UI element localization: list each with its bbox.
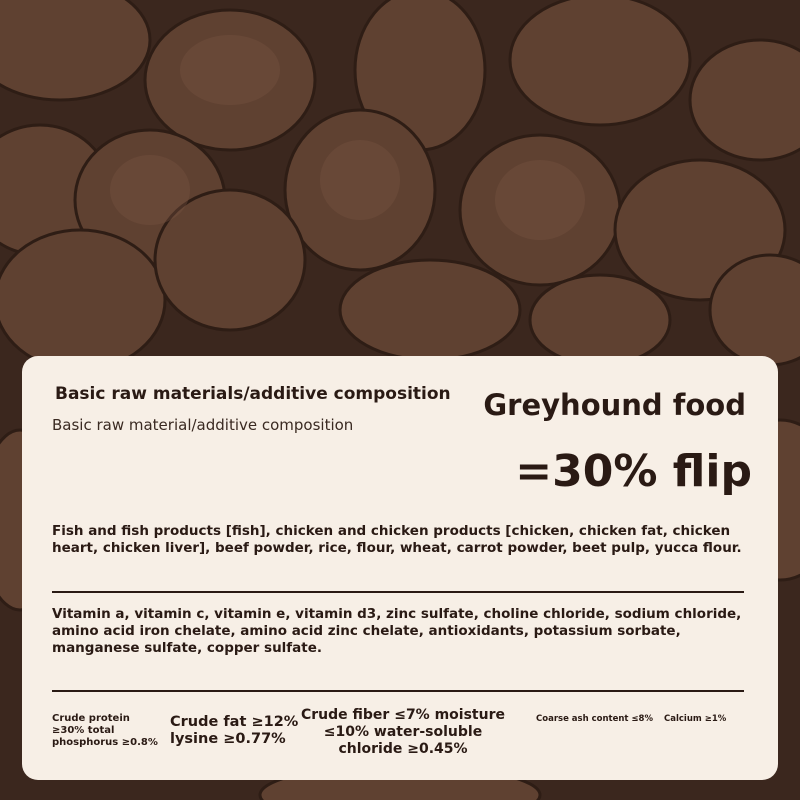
divider [52,690,744,692]
ingredients-text: Fish and fish products [fish], chicken and chicken products [chicken, chicken fat, chicken heart, chicken liver], beef powder, rice, flour, wheat, carrot powder, beet pulp, yucca flour. [52,523,742,556]
composition-subheading: Basic raw material/additive composition [52,416,354,434]
divider [52,591,744,593]
ingredient-card [22,356,778,780]
nutrition-fat-lysine: Crude fat ≥12% lysine ≥0.77% [170,714,299,748]
nutrition-fiber-moisture-chloride: Crude fiber ≤7% moisture ≤10% water-soluble chloride ≥0.45% [301,707,505,757]
nutrition-calcium: Calcium ≥1% [664,714,727,724]
nutrition-ash: Coarse ash content ≤8% [536,714,653,724]
product-name: Greyhound food [483,388,746,422]
nutrition-protein-phosphorus: Crude protein ≥30% total phosphorus ≥0.8% [52,713,158,748]
composition-heading: Basic raw materials/additive composition [55,384,451,404]
product-tag: =30% flip [515,446,752,497]
additives-text: Vitamin a, vitamin c, vitamin e, vitamin d3, zinc sulfate, choline chloride, sodium chloride, amino acid iron chelate, amino acid zinc chelate, antioxidants, potassium sorbate, manganese sulfate, copper sulfate. [52,606,742,656]
